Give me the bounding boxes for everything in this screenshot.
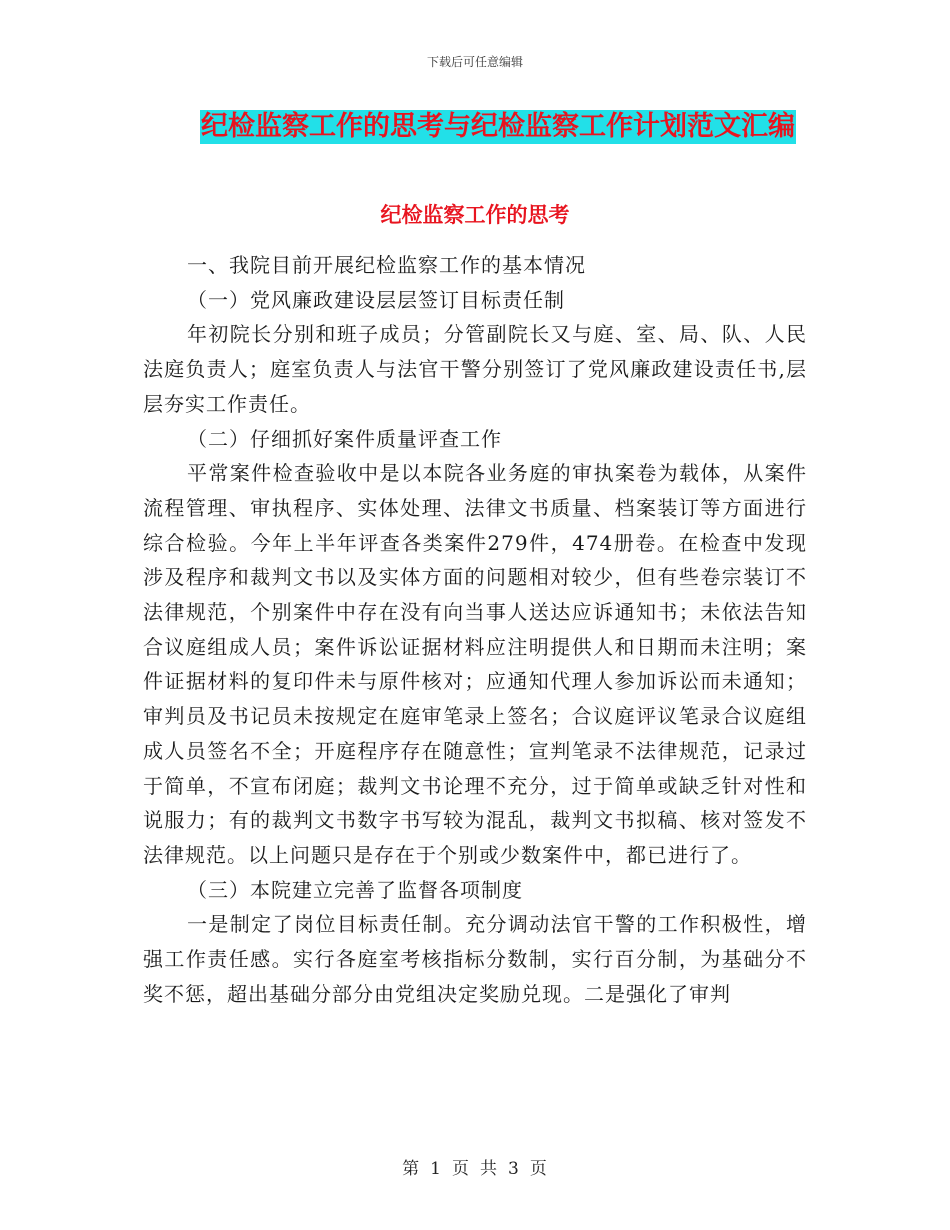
footer-total-pages: 3 (508, 1159, 520, 1179)
paragraph-case-quality-review: 平常案件检查验收中是以本院各业务庭的审执案卷为载体，从案件流程管理、审执程序、实体处理、法律文书质量、档案装订等方面进行综合检验。今年上半年评查各类案件279件，474册卷。在检查中发现涉及程序和裁判文书以及实体方面的问题相对较少，但有些卷宗装订不法律规范，个别案件中存在没有向当事人送达应诉通知书；未依法告知合议庭组成人员；案件诉讼证据材料应注明提供人和日期而未注明；案件证据材料的复印件未与原件核对；应通知代理人参加诉讼而未通知；审判员及书记员未按规定在庭审笔录上签名；合议庭评议笔录合议庭组成人员签名不全；开庭程序存在随意性；宣判笔录不法律规范，记录过于简单，不宣布闭庭；裁判文书论理不充分，过于简单或缺乏针对性和说服力；有的裁判文书数字书写较为混乱，裁判文书拟稿、核对签发不法律规范。以上问题只是存在于个别或少数案件中，都已进行了。 (143, 461, 807, 867)
subheading-supervision-system: （三）本院建立完善了监督各项制度 (187, 877, 523, 902)
footer-total-label: 共 (480, 1159, 498, 1179)
heading-basic-situation: 一、我院目前开展纪检监察工作的基本情况 (187, 253, 586, 277)
subheading-case-quality-review: （二）仔细抓好案件质量评查工作 (187, 426, 502, 451)
footer-page-label: 第 (402, 1159, 421, 1179)
main-title: 纪检监察工作的思考与纪检监察工作计划范文汇编 (201, 111, 795, 142)
paragraph-responsibility-system: 年初院长分别和班子成员；分管副院长又与庭、室、局、队、人民法庭负责人；庭室负责人与法官干警分别签订了党风廉政建设责任书,层层夯实工作责任。 (143, 322, 807, 416)
footer-total-unit: 页 (529, 1159, 548, 1179)
footer-page-unit: 页 (452, 1159, 470, 1179)
footer-page-number: 1 (430, 1159, 442, 1179)
subheading-responsibility-system: （一）党风廉政建设层层签订目标责任制 (187, 287, 565, 312)
header-note: 下载后可任意编辑 (426, 55, 523, 69)
section-title: 纪检监察工作的思考 (380, 203, 570, 227)
page-footer (0, 1154, 950, 1179)
main-title-container (0, 110, 950, 144)
paragraph-supervision-system: 一是制定了岗位目标责任制。充分调动法官干警的工作积极性，增强工作责任感。实行各庭室考核指标分数制，实行百分制，为基础分不奖不惩，超出基础分部分由党组决定奖励兑现。二是强化了审判 (143, 912, 807, 1006)
document-body (143, 248, 807, 1011)
